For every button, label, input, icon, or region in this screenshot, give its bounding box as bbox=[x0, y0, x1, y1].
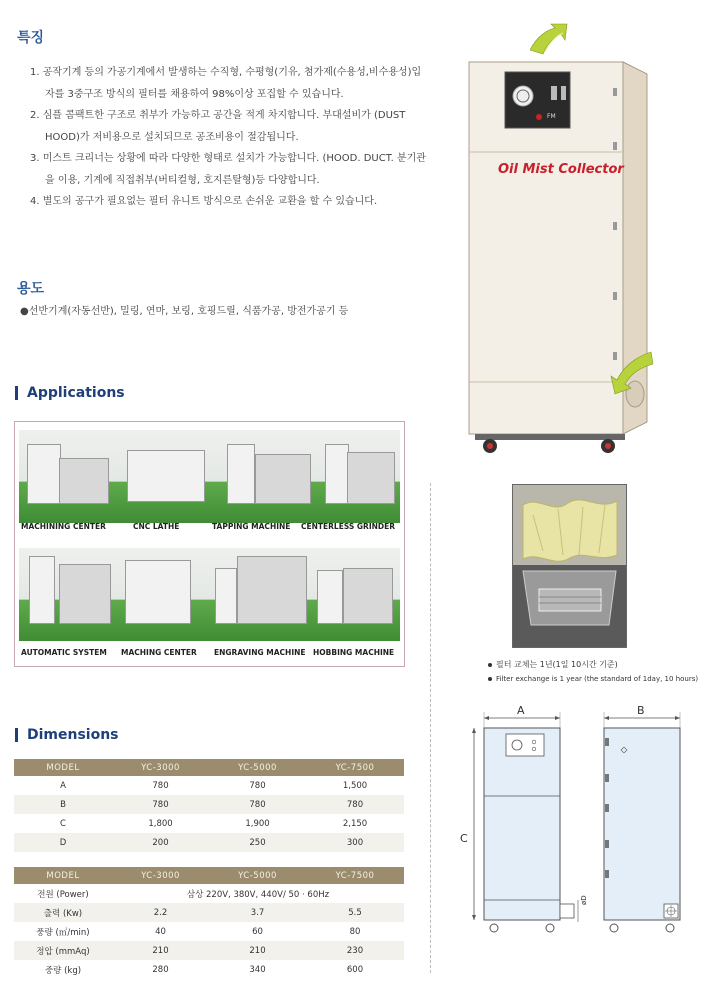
cell: B bbox=[14, 795, 112, 814]
table-row bbox=[14, 884, 404, 903]
cell: 780 bbox=[112, 795, 209, 814]
hobbing-machine-image-2 bbox=[343, 568, 393, 624]
table-row bbox=[14, 776, 404, 795]
cell: 2,150 bbox=[342, 818, 368, 829]
cell: 1,800 bbox=[148, 818, 173, 829]
oil-mist-collector-image bbox=[455, 22, 655, 457]
cell: 풍량 (㎥/min) bbox=[36, 927, 90, 938]
table-row bbox=[14, 922, 404, 941]
app-label-machining-center: MACHINING CENTER bbox=[21, 522, 106, 531]
cell: 1,900 bbox=[245, 818, 270, 829]
feature-item-3: 3. 미스트 크리너는 상황에 따라 다양한 형태로 설치가 가능합니다. (HOOD. DUCT. 분기관을 이용, 기계에 직접취부(버티컬형, 호지른탈형)등 다양합니다. bbox=[30, 153, 426, 186]
cell: 정압 (mmAq) bbox=[14, 941, 112, 960]
cell: 40 bbox=[155, 926, 166, 937]
cell: 60 bbox=[252, 926, 263, 937]
cell: 80 bbox=[349, 926, 361, 937]
dimensions-table bbox=[14, 759, 404, 852]
app-label-tapping-machine: TAPPING MACHINE bbox=[212, 522, 291, 531]
machining-center-image-2 bbox=[59, 458, 109, 504]
applications-panel bbox=[14, 421, 405, 667]
hobbing-machine-image bbox=[317, 570, 343, 624]
applications-heading: Applications bbox=[15, 386, 125, 400]
feature-item-1: 1. 공작기계 등의 가공기계에서 발생하는 수직형, 수평형(기유, 첨가제(수용성,비수용성)입자를 3중구조 방식의 필터를 채용하여 98%이상 포집할 수 있습니다. bbox=[30, 67, 422, 100]
engraving-machine-image-2 bbox=[237, 556, 307, 624]
cell: 780 bbox=[209, 795, 306, 814]
header-model: MODEL bbox=[14, 759, 112, 776]
bullet-icon bbox=[488, 677, 492, 681]
cell: 210 bbox=[112, 941, 209, 960]
app-label-engraving-machine: ENGRAVING MACHINE bbox=[214, 648, 306, 657]
usage-heading: 용도 bbox=[17, 281, 45, 297]
app-label-maching-center: MACHING CENTER bbox=[121, 648, 197, 657]
bullet-icon bbox=[488, 663, 492, 667]
filter-photo bbox=[512, 484, 627, 648]
filter-caption-ko bbox=[488, 659, 618, 670]
features-list bbox=[30, 62, 430, 213]
feature-item-4: 4. 별도의 공구가 필요없는 필터 유니트 방식으로 손쉬운 교환을 할 수 있습니다. bbox=[30, 196, 378, 207]
cell: 780 bbox=[152, 780, 169, 791]
header-yc7500: YC-7500 bbox=[306, 867, 404, 884]
cell: 600 bbox=[346, 964, 364, 975]
table-row bbox=[14, 903, 404, 922]
usage-text: ●선반기계(자동선반), 밀링, 연마, 보링, 호핑드릴, 식품가공, 방전가공기 등 bbox=[20, 306, 349, 317]
filter-caption-en-text: Filter exchange is 1 year (the standard of 1day, 10 hours) bbox=[496, 675, 699, 683]
cnc-lathe-image bbox=[127, 450, 205, 502]
dimension-label-a: A bbox=[517, 704, 525, 717]
table-row bbox=[14, 795, 404, 814]
cell: 300 bbox=[306, 833, 404, 852]
cell: 2.2 bbox=[112, 903, 209, 922]
features-heading: 특징 bbox=[17, 30, 45, 46]
cell: 280 bbox=[152, 964, 169, 975]
cell: 3.7 bbox=[209, 903, 306, 922]
brand-logo-text: Oil Mist Collector bbox=[498, 162, 624, 177]
table-row bbox=[14, 833, 404, 852]
app-label-cnc-lathe: CNC LATHE bbox=[133, 522, 180, 531]
header-yc3000: YC-3000 bbox=[112, 759, 209, 776]
filter-caption-en bbox=[488, 675, 698, 683]
table-row bbox=[14, 941, 404, 960]
engraving-machine-image bbox=[215, 568, 237, 624]
header-yc3000: YC-3000 bbox=[112, 867, 209, 884]
centerless-grinder-image bbox=[325, 444, 349, 504]
specifications-table bbox=[14, 867, 404, 979]
header-yc5000: YC-5000 bbox=[209, 867, 306, 884]
app-label-hobbing-machine: HOBBING MACHINE bbox=[313, 648, 395, 657]
cell: 출력 (Kw) bbox=[14, 903, 112, 922]
cell: 780 bbox=[306, 795, 404, 814]
automatic-system-image bbox=[29, 556, 55, 624]
column-divider bbox=[430, 483, 431, 973]
cell: 전원 (Power) bbox=[37, 889, 89, 900]
dimension-label-b: B bbox=[637, 704, 645, 717]
cell: 1,500 bbox=[342, 780, 368, 791]
dimension-label-d: øD bbox=[580, 895, 588, 905]
cell: 5.5 bbox=[306, 903, 404, 922]
cell: A bbox=[60, 780, 66, 791]
app-label-automatic-system: AUTOMATIC SYSTEM bbox=[21, 648, 107, 657]
automatic-system-image-2 bbox=[59, 564, 111, 624]
cell: 250 bbox=[209, 833, 306, 852]
dimension-drawing bbox=[456, 700, 696, 950]
table-row bbox=[14, 960, 404, 979]
cell: 중량 (kg) bbox=[44, 965, 82, 976]
maching-center-image bbox=[125, 560, 191, 624]
header-model: MODEL bbox=[14, 867, 112, 884]
machining-center-image bbox=[27, 444, 61, 504]
dimension-label-c: C bbox=[460, 832, 468, 845]
power-value-cell: 삼상 220V, 380V, 440V/ 50 · 60Hz bbox=[186, 889, 330, 900]
cell: 200 bbox=[112, 833, 209, 852]
tapping-machine-image-2 bbox=[255, 454, 311, 504]
panel-label: FM bbox=[547, 113, 556, 120]
header-yc7500: YC-7500 bbox=[306, 759, 404, 776]
cell: 340 bbox=[249, 964, 266, 975]
header-yc5000: YC-5000 bbox=[209, 759, 306, 776]
cell: 210 bbox=[209, 941, 306, 960]
cell: D bbox=[14, 833, 112, 852]
filter-caption-ko-text: 필터 교체는 1년(1일 10시간 기준) bbox=[496, 660, 618, 669]
table-row bbox=[14, 814, 404, 833]
specifications-table-header bbox=[14, 867, 404, 884]
centerless-grinder-image-2 bbox=[347, 452, 395, 504]
tapping-machine-image bbox=[227, 444, 255, 504]
dimensions-heading: Dimensions bbox=[15, 728, 119, 742]
feature-item-2: 2. 심플 콤팩트한 구조로 취부가 가능하고 공간을 적게 차지합니다. 부대설비가 (DUST HOOD)가 저비용으로 설치되므로 공조비용이 절감됩니다. bbox=[30, 110, 406, 143]
cell: C bbox=[60, 818, 66, 829]
cell: 230 bbox=[306, 941, 404, 960]
app-label-centerless-grinder: CENTERLESS GRINDER bbox=[301, 522, 396, 531]
cell: 780 bbox=[249, 780, 266, 791]
dimensions-table-header bbox=[14, 759, 404, 776]
